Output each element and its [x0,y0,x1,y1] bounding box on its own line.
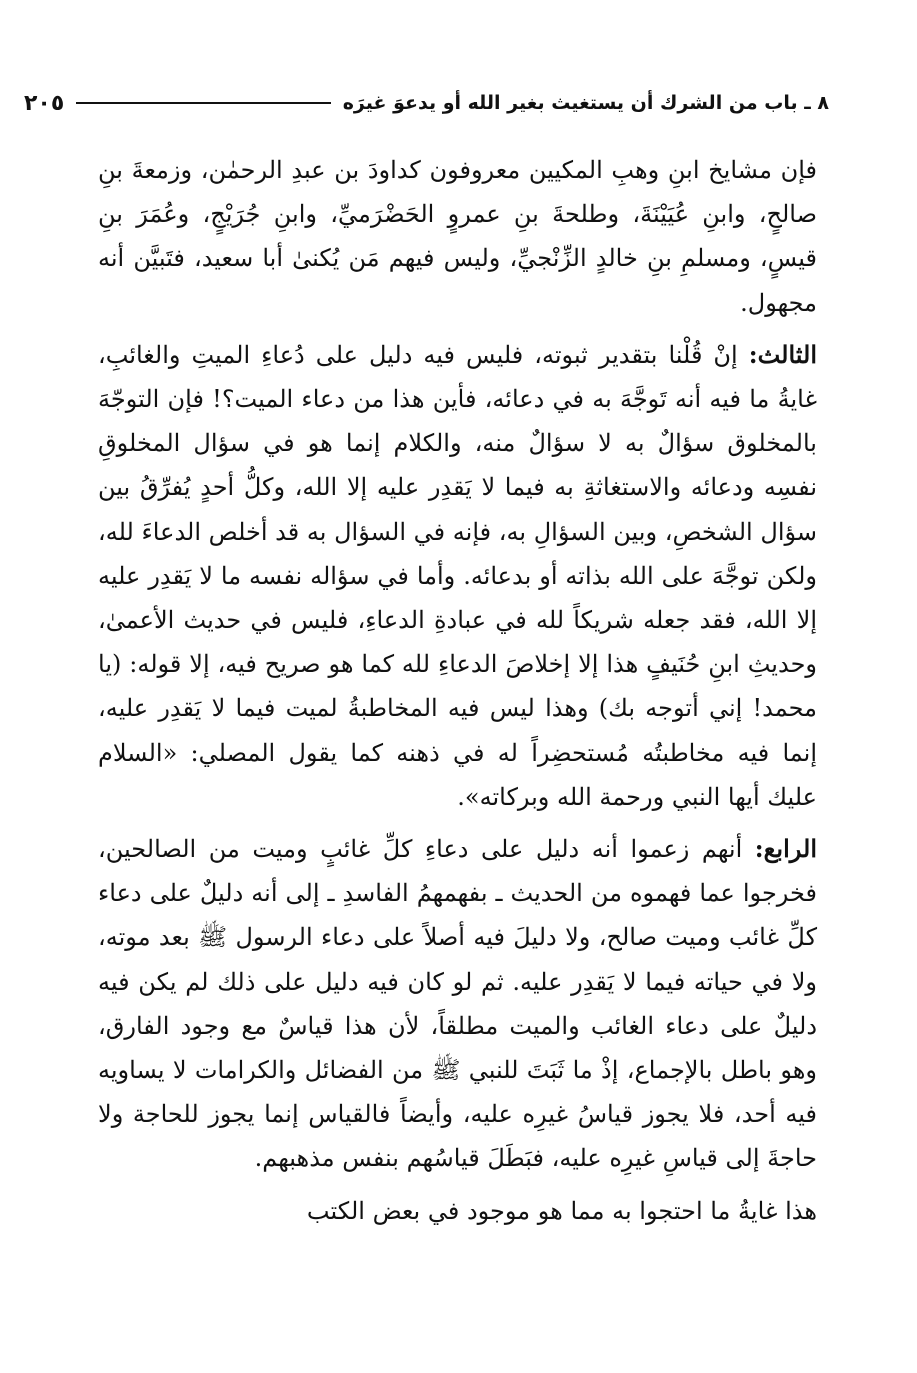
paragraph-lead: الثالث: [748,339,817,369]
paragraph-conclusion [98,1189,817,1233]
paragraph-third-point [98,333,817,819]
page-number: ٢٠٥ [24,90,65,116]
header-rule [76,102,330,104]
paragraph-text: فإن مشايخ ابنِ وهبِ المكيين معروفون كداودَ بن عبدِ الرحمٰن، وزمعةَ بنِ صالحٍ، وابنِ عُيَيْنَةَ، وطلحةَ بنِ عمروٍ الحَضْرَميِّ، وابنِ جُرَيْجٍ، وعُمَرَ بنِ قيسٍ، ومسلمِ بنِ خالدٍ الزِّنْجيِّ، وليس فيهم مَن يُكنىٰ أبا سعيد، فتَبيَّن أنه مجهول. [98,156,817,317]
paragraph-text: أنهم زعموا أنه دليل على دعاءِ كلِّ غائبٍ وميت من الصالحين، فخرجوا عما فهموه من الحديث ـ بفهمهمُ الفاسدِ ـ إلى أنه دليلٌ على دعاء كلِّ غائب وميت صالح، ولا دليلَ فيه أصلاً على دعاء الرسول ﷺ بعد موته، ولا في حياته فيما لا يَقدِر عليه. ثم لو كان فيه دليل على ذلك لم يكن فيه دليلٌ على دعاء الغائب والميت مطلقاً، لأن هذا قياسٌ مع وجود الفارق، وهو باطل بالإجماع، إذْ ما ثَبَتَ للنبي ﷺ من الفضائل والكرامات لا يساويه فيه أحد، فلا يجوز قياسُ غيرِه عليه، وأيضاً فالقياس إنما يجوز للحاجة ولا حاجةَ إلى قياسِ غيرِه عليه، فبَطَلَ قياسُهم بنفس مذهبهم. [98,835,818,1173]
paragraph-fourth-point [98,827,817,1181]
paragraph-text: هذا غايةُ ما احتجوا به مما هو موجود في بعض الكتب [306,1196,817,1225]
chapter-title: ٨ ـ باب من الشرك أن يستغيث بغير الله أو يدعوَ غيرَه [342,92,829,114]
running-header [24,86,829,120]
paragraph-narrators [98,148,817,325]
paragraph-text: إنْ قُلْنا بتقدير ثبوته، فليس فيه دليل على دُعاءِ الميتِ والغائبِ، غايةُ ما فيه أنه تَوجَّهَ به في دعائه، فأين هذا من دعاء الميت؟! فإن التوجّهَ بالمخلوق سؤالٌ به لا سؤالٌ منه، والكلام إنما هو في سؤال المخلوقِ نفسِه ودعائه والاستغاثةِ به فيما لا يَقدِر عليه إلا الله، وكلُّ أحدٍ يُفرِّقُ بين سؤال الشخصِ، وبين السؤالِ به، فإنه في السؤال به قد أخلص الدعاءَ لله، ولكن توجَّهَ على الله بذاته أو بدعائه. وأما في سؤاله نفسه ما لا يَقدِر عليه إلا الله، فقد جعله شريكاً لله في عبادةِ الدعاءِ، فليس في حديث الأعمىٰ، وحديثِ ابنِ حُنَيفٍ هذا إلا إخلاصَ الدعاءِ لله كما هو صريح فيه، إلا قوله: (يا محمد! إني أتوجه بك) وهذا ليس فيه المخاطبةُ لميت فيما لا يَقدِر عليه، إنما فيه مخاطبتُه مُستحضِراً له في ذهنه كما يقول المصلي: «السلام عليك أيها النبي ورحمة الله وبركاته». [98,340,818,811]
paragraph-lead: الرابع: [754,834,817,864]
body-text [98,148,817,1241]
